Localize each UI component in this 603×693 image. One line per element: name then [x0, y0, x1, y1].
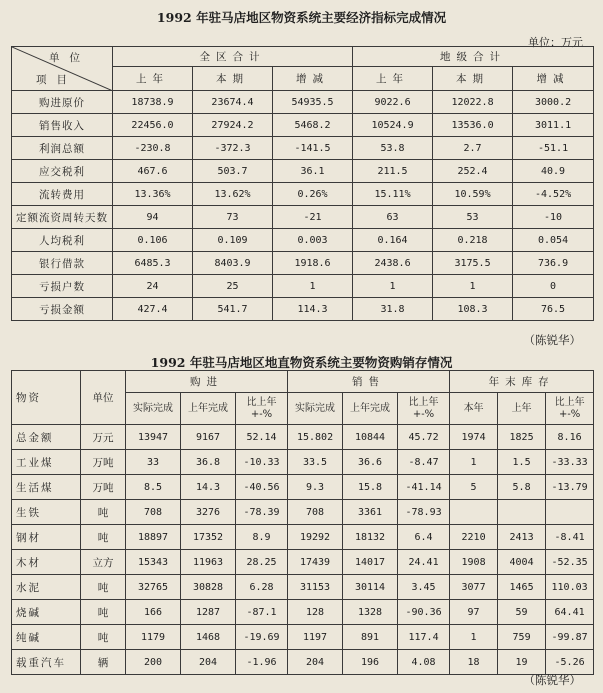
sub-header-3: 增减: [273, 67, 353, 91]
material-unit: 吨: [81, 575, 126, 600]
table1-row: [12, 298, 594, 321]
cell-value: 9022.6: [353, 91, 433, 114]
table2-row: [12, 425, 594, 450]
sub-header-4: 上年: [353, 67, 433, 91]
row-label: 银行借款: [12, 252, 113, 275]
cell-value: 1: [353, 275, 433, 298]
cell-value: 110.03: [546, 575, 594, 600]
cell-value: 503.7: [193, 160, 273, 183]
cell-value: 28.25: [236, 550, 288, 575]
material-name: 木材: [12, 550, 81, 575]
material-unit: 万元: [81, 425, 126, 450]
table1-row: [12, 91, 594, 114]
cell-value: -52.35: [546, 550, 594, 575]
cell-value: 73: [193, 206, 273, 229]
material-name: 总金额: [12, 425, 81, 450]
cell-value: -141.5: [273, 137, 353, 160]
material-unit: 万吨: [81, 450, 126, 475]
cell-value: 8403.9: [193, 252, 273, 275]
material-name: 工业煤: [12, 450, 81, 475]
sub-header-sales-3: 比上年 +-%: [398, 393, 450, 425]
cell-value: 17439: [288, 550, 343, 575]
cell-value: 3175.5: [433, 252, 513, 275]
cell-value: -1.96: [236, 650, 288, 675]
cell-value: -8.47: [398, 450, 450, 475]
sub-header-sales-2: 上年完成: [343, 393, 398, 425]
table2-row: [12, 550, 594, 575]
material-name: 烧碱: [12, 600, 81, 625]
cell-value: 31153: [288, 575, 343, 600]
cell-value: 1825: [498, 425, 546, 450]
sub-header-1: 上年: [113, 67, 193, 91]
cell-value: [498, 500, 546, 525]
cell-value: 1: [433, 275, 513, 298]
table2-row: [12, 450, 594, 475]
cell-value: 11963: [181, 550, 236, 575]
table2-row: [12, 600, 594, 625]
cell-value: 467.6: [113, 160, 193, 183]
cell-value: -21: [273, 206, 353, 229]
table1-row: [12, 160, 594, 183]
group-header-region-total: 全区合计: [113, 47, 353, 67]
cell-value: 94: [113, 206, 193, 229]
row-label: 购进原价: [12, 91, 113, 114]
cell-value: 31.8: [353, 298, 433, 321]
cell-value: 24.41: [398, 550, 450, 575]
cell-value: 15343: [126, 550, 181, 575]
cell-value: 1179: [126, 625, 181, 650]
cell-value: 204: [181, 650, 236, 675]
cell-value: 1: [450, 625, 498, 650]
cell-value: 1.5: [498, 450, 546, 475]
table1-row: [12, 229, 594, 252]
cell-value: 18: [450, 650, 498, 675]
table2-credit: （陈锐华）: [523, 673, 581, 687]
cell-value: 15.11%: [353, 183, 433, 206]
sub-header-2: 本期: [193, 67, 273, 91]
cell-value: [450, 500, 498, 525]
cell-value: 54935.5: [273, 91, 353, 114]
cell-value: 14.3: [181, 475, 236, 500]
table2-title: 1992 年驻马店地区地直物资系统主要物资购销存情况: [150, 355, 453, 370]
cell-value: 24: [113, 275, 193, 298]
table2-row: [12, 650, 594, 675]
row-label: 流转费用: [12, 183, 113, 206]
cell-value: 3276: [181, 500, 236, 525]
cell-value: 5468.2: [273, 114, 353, 137]
sub-header-sales-1: 实际完成: [288, 393, 343, 425]
row-label: 销售收入: [12, 114, 113, 137]
cell-value: 13947: [126, 425, 181, 450]
cell-value: 736.9: [513, 252, 594, 275]
cell-value: 97: [450, 600, 498, 625]
cell-value: 10.59%: [433, 183, 513, 206]
cell-value: 204: [288, 650, 343, 675]
col-header-unit: 单位: [81, 371, 126, 425]
row-label: 亏损金额: [12, 298, 113, 321]
table2-row: [12, 525, 594, 550]
table2-row: [12, 625, 594, 650]
cell-value: 3361: [343, 500, 398, 525]
cell-value: 3077: [450, 575, 498, 600]
cell-value: 1197: [288, 625, 343, 650]
cell-value: 52.14: [236, 425, 288, 450]
cell-value: 708: [126, 500, 181, 525]
cell-value: 1287: [181, 600, 236, 625]
cell-value: 22456.0: [113, 114, 193, 137]
table1-title: 1992 年驻马店地区物资系统主要经济指标完成情况: [156, 10, 447, 25]
cell-value: 0.003: [273, 229, 353, 252]
cell-value: 15.802: [288, 425, 343, 450]
cell-value: 30828: [181, 575, 236, 600]
group-header-year-end-stock: 年末库存: [450, 371, 594, 393]
cell-value: 23674.4: [193, 91, 273, 114]
row-label: 定额流资周转天数: [12, 206, 113, 229]
group-header-purchase: 购进: [126, 371, 288, 393]
cell-value: 18738.9: [113, 91, 193, 114]
cell-value: 8.5: [126, 475, 181, 500]
cell-value: 40.9: [513, 160, 594, 183]
sub-header-purchase-3: 比上年 +-%: [236, 393, 288, 425]
cell-value: 33.5: [288, 450, 343, 475]
cell-value: -10: [513, 206, 594, 229]
cell-value: -51.1: [513, 137, 594, 160]
cell-value: -372.3: [193, 137, 273, 160]
cell-value: 4.08: [398, 650, 450, 675]
cell-value: 4004: [498, 550, 546, 575]
cell-value: -78.39: [236, 500, 288, 525]
table1-row: [12, 252, 594, 275]
table1-row: [12, 137, 594, 160]
table2-row: [12, 500, 594, 525]
cell-value: 1465: [498, 575, 546, 600]
cell-value: 33: [126, 450, 181, 475]
cell-value: 0: [513, 275, 594, 298]
sub-header-6: 增减: [513, 67, 594, 91]
cell-value: -33.33: [546, 450, 594, 475]
corner-item-label: 项目: [36, 74, 77, 86]
cell-value: 8.9: [236, 525, 288, 550]
cell-value: 18897: [126, 525, 181, 550]
group-header-prefecture-total: 地级合计: [353, 47, 594, 67]
cell-value: 0.109: [193, 229, 273, 252]
cell-value: 6.28: [236, 575, 288, 600]
table1-row: [12, 183, 594, 206]
cell-value: 1328: [343, 600, 398, 625]
cell-value: 36.1: [273, 160, 353, 183]
cell-value: 2413: [498, 525, 546, 550]
cell-value: 1918.6: [273, 252, 353, 275]
cell-value: 5.8: [498, 475, 546, 500]
cell-value: 2.7: [433, 137, 513, 160]
cell-value: -4.52%: [513, 183, 594, 206]
cell-value: 2210: [450, 525, 498, 550]
cell-value: 27924.2: [193, 114, 273, 137]
material-unit: 吨: [81, 500, 126, 525]
cell-value: 19292: [288, 525, 343, 550]
cell-value: 59: [498, 600, 546, 625]
cell-value: 708: [288, 500, 343, 525]
cell-value: 36.6: [343, 450, 398, 475]
material-unit: 吨: [81, 625, 126, 650]
cell-value: 76.5: [513, 298, 594, 321]
cell-value: 13.62%: [193, 183, 273, 206]
cell-value: -8.41: [546, 525, 594, 550]
cell-value: 30114: [343, 575, 398, 600]
cell-value: -90.36: [398, 600, 450, 625]
cell-value: 6485.3: [113, 252, 193, 275]
cell-value: 114.3: [273, 298, 353, 321]
cell-value: 17352: [181, 525, 236, 550]
cell-value: 19: [498, 650, 546, 675]
cell-value: 53: [433, 206, 513, 229]
cell-value: 211.5: [353, 160, 433, 183]
material-name: 水泥: [12, 575, 81, 600]
cell-value: 891: [343, 625, 398, 650]
material-unit: 吨: [81, 525, 126, 550]
material-unit: 万吨: [81, 475, 126, 500]
cell-value: -13.79: [546, 475, 594, 500]
cell-value: 12022.8: [433, 91, 513, 114]
cell-value: 0.054: [513, 229, 594, 252]
cell-value: 64.41: [546, 600, 594, 625]
cell-value: 25: [193, 275, 273, 298]
cell-value: 0.106: [113, 229, 193, 252]
sub-header-5: 本期: [433, 67, 513, 91]
table2-row: [12, 575, 594, 600]
cell-value: 1908: [450, 550, 498, 575]
cell-value: 63: [353, 206, 433, 229]
material-name: 生铁: [12, 500, 81, 525]
sub-header-purchase-1: 实际完成: [126, 393, 181, 425]
cell-value: 18132: [343, 525, 398, 550]
table1-row: [12, 114, 594, 137]
cell-value: -78.93: [398, 500, 450, 525]
cell-value: [546, 500, 594, 525]
cell-value: -10.33: [236, 450, 288, 475]
cell-value: 10524.9: [353, 114, 433, 137]
cell-value: 13.36%: [113, 183, 193, 206]
table1-unit-note: 单位：万元: [528, 36, 583, 49]
cell-value: -99.87: [546, 625, 594, 650]
cell-value: 128: [288, 600, 343, 625]
cell-value: 5: [450, 475, 498, 500]
sub-header-stock-3: 比上年 +-%: [546, 393, 594, 425]
cell-value: -40.56: [236, 475, 288, 500]
cell-value: 0.218: [433, 229, 513, 252]
cell-value: 200: [126, 650, 181, 675]
table2-row: [12, 475, 594, 500]
material-unit: 立方: [81, 550, 126, 575]
cell-value: -41.14: [398, 475, 450, 500]
material-name: 载重汽车: [12, 650, 81, 675]
cell-value: 9167: [181, 425, 236, 450]
cell-value: 2438.6: [353, 252, 433, 275]
cell-value: 196: [343, 650, 398, 675]
table1-economic-indicators: [11, 46, 594, 321]
cell-value: 36.8: [181, 450, 236, 475]
cell-value: 32765: [126, 575, 181, 600]
cell-value: 3.45: [398, 575, 450, 600]
cell-value: 0.164: [353, 229, 433, 252]
row-label: 利润总额: [12, 137, 113, 160]
cell-value: 3000.2: [513, 91, 594, 114]
group-header-sales: 销售: [288, 371, 450, 393]
cell-value: 45.72: [398, 425, 450, 450]
material-name: 生活煤: [12, 475, 81, 500]
table1-corner-header: [12, 47, 113, 91]
material-name: 纯碱: [12, 625, 81, 650]
cell-value: 1: [273, 275, 353, 298]
material-name: 钢材: [12, 525, 81, 550]
cell-value: 9.3: [288, 475, 343, 500]
table1-row: [12, 206, 594, 229]
row-label: 应交税利: [12, 160, 113, 183]
cell-value: -87.1: [236, 600, 288, 625]
cell-value: -19.69: [236, 625, 288, 650]
cell-value: 13536.0: [433, 114, 513, 137]
corner-unit-label: 单位: [49, 52, 90, 64]
material-unit: 辆: [81, 650, 126, 675]
cell-value: 1: [450, 450, 498, 475]
cell-value: 14017: [343, 550, 398, 575]
cell-value: 166: [126, 600, 181, 625]
table1-credit: （陈锐华）: [523, 333, 581, 347]
cell-value: 541.7: [193, 298, 273, 321]
cell-value: 53.8: [353, 137, 433, 160]
sub-header-purchase-2: 上年完成: [181, 393, 236, 425]
cell-value: 0.26%: [273, 183, 353, 206]
table2-material-purchase-sales-stock: [11, 370, 594, 675]
cell-value: -5.26: [546, 650, 594, 675]
cell-value: 15.8: [343, 475, 398, 500]
cell-value: 6.4: [398, 525, 450, 550]
cell-value: 10844: [343, 425, 398, 450]
cell-value: 1468: [181, 625, 236, 650]
material-unit: 吨: [81, 600, 126, 625]
cell-value: 427.4: [113, 298, 193, 321]
cell-value: 3011.1: [513, 114, 594, 137]
sub-header-stock-2: 上年: [498, 393, 546, 425]
cell-value: 759: [498, 625, 546, 650]
cell-value: 108.3: [433, 298, 513, 321]
sub-header-stock-1: 本年: [450, 393, 498, 425]
cell-value: -230.8: [113, 137, 193, 160]
col-header-material: 物资: [12, 371, 81, 425]
cell-value: 8.16: [546, 425, 594, 450]
row-label: 人均税利: [12, 229, 113, 252]
row-label: 亏损户数: [12, 275, 113, 298]
cell-value: 117.4: [398, 625, 450, 650]
table1-row: [12, 275, 594, 298]
cell-value: 1974: [450, 425, 498, 450]
cell-value: 252.4: [433, 160, 513, 183]
